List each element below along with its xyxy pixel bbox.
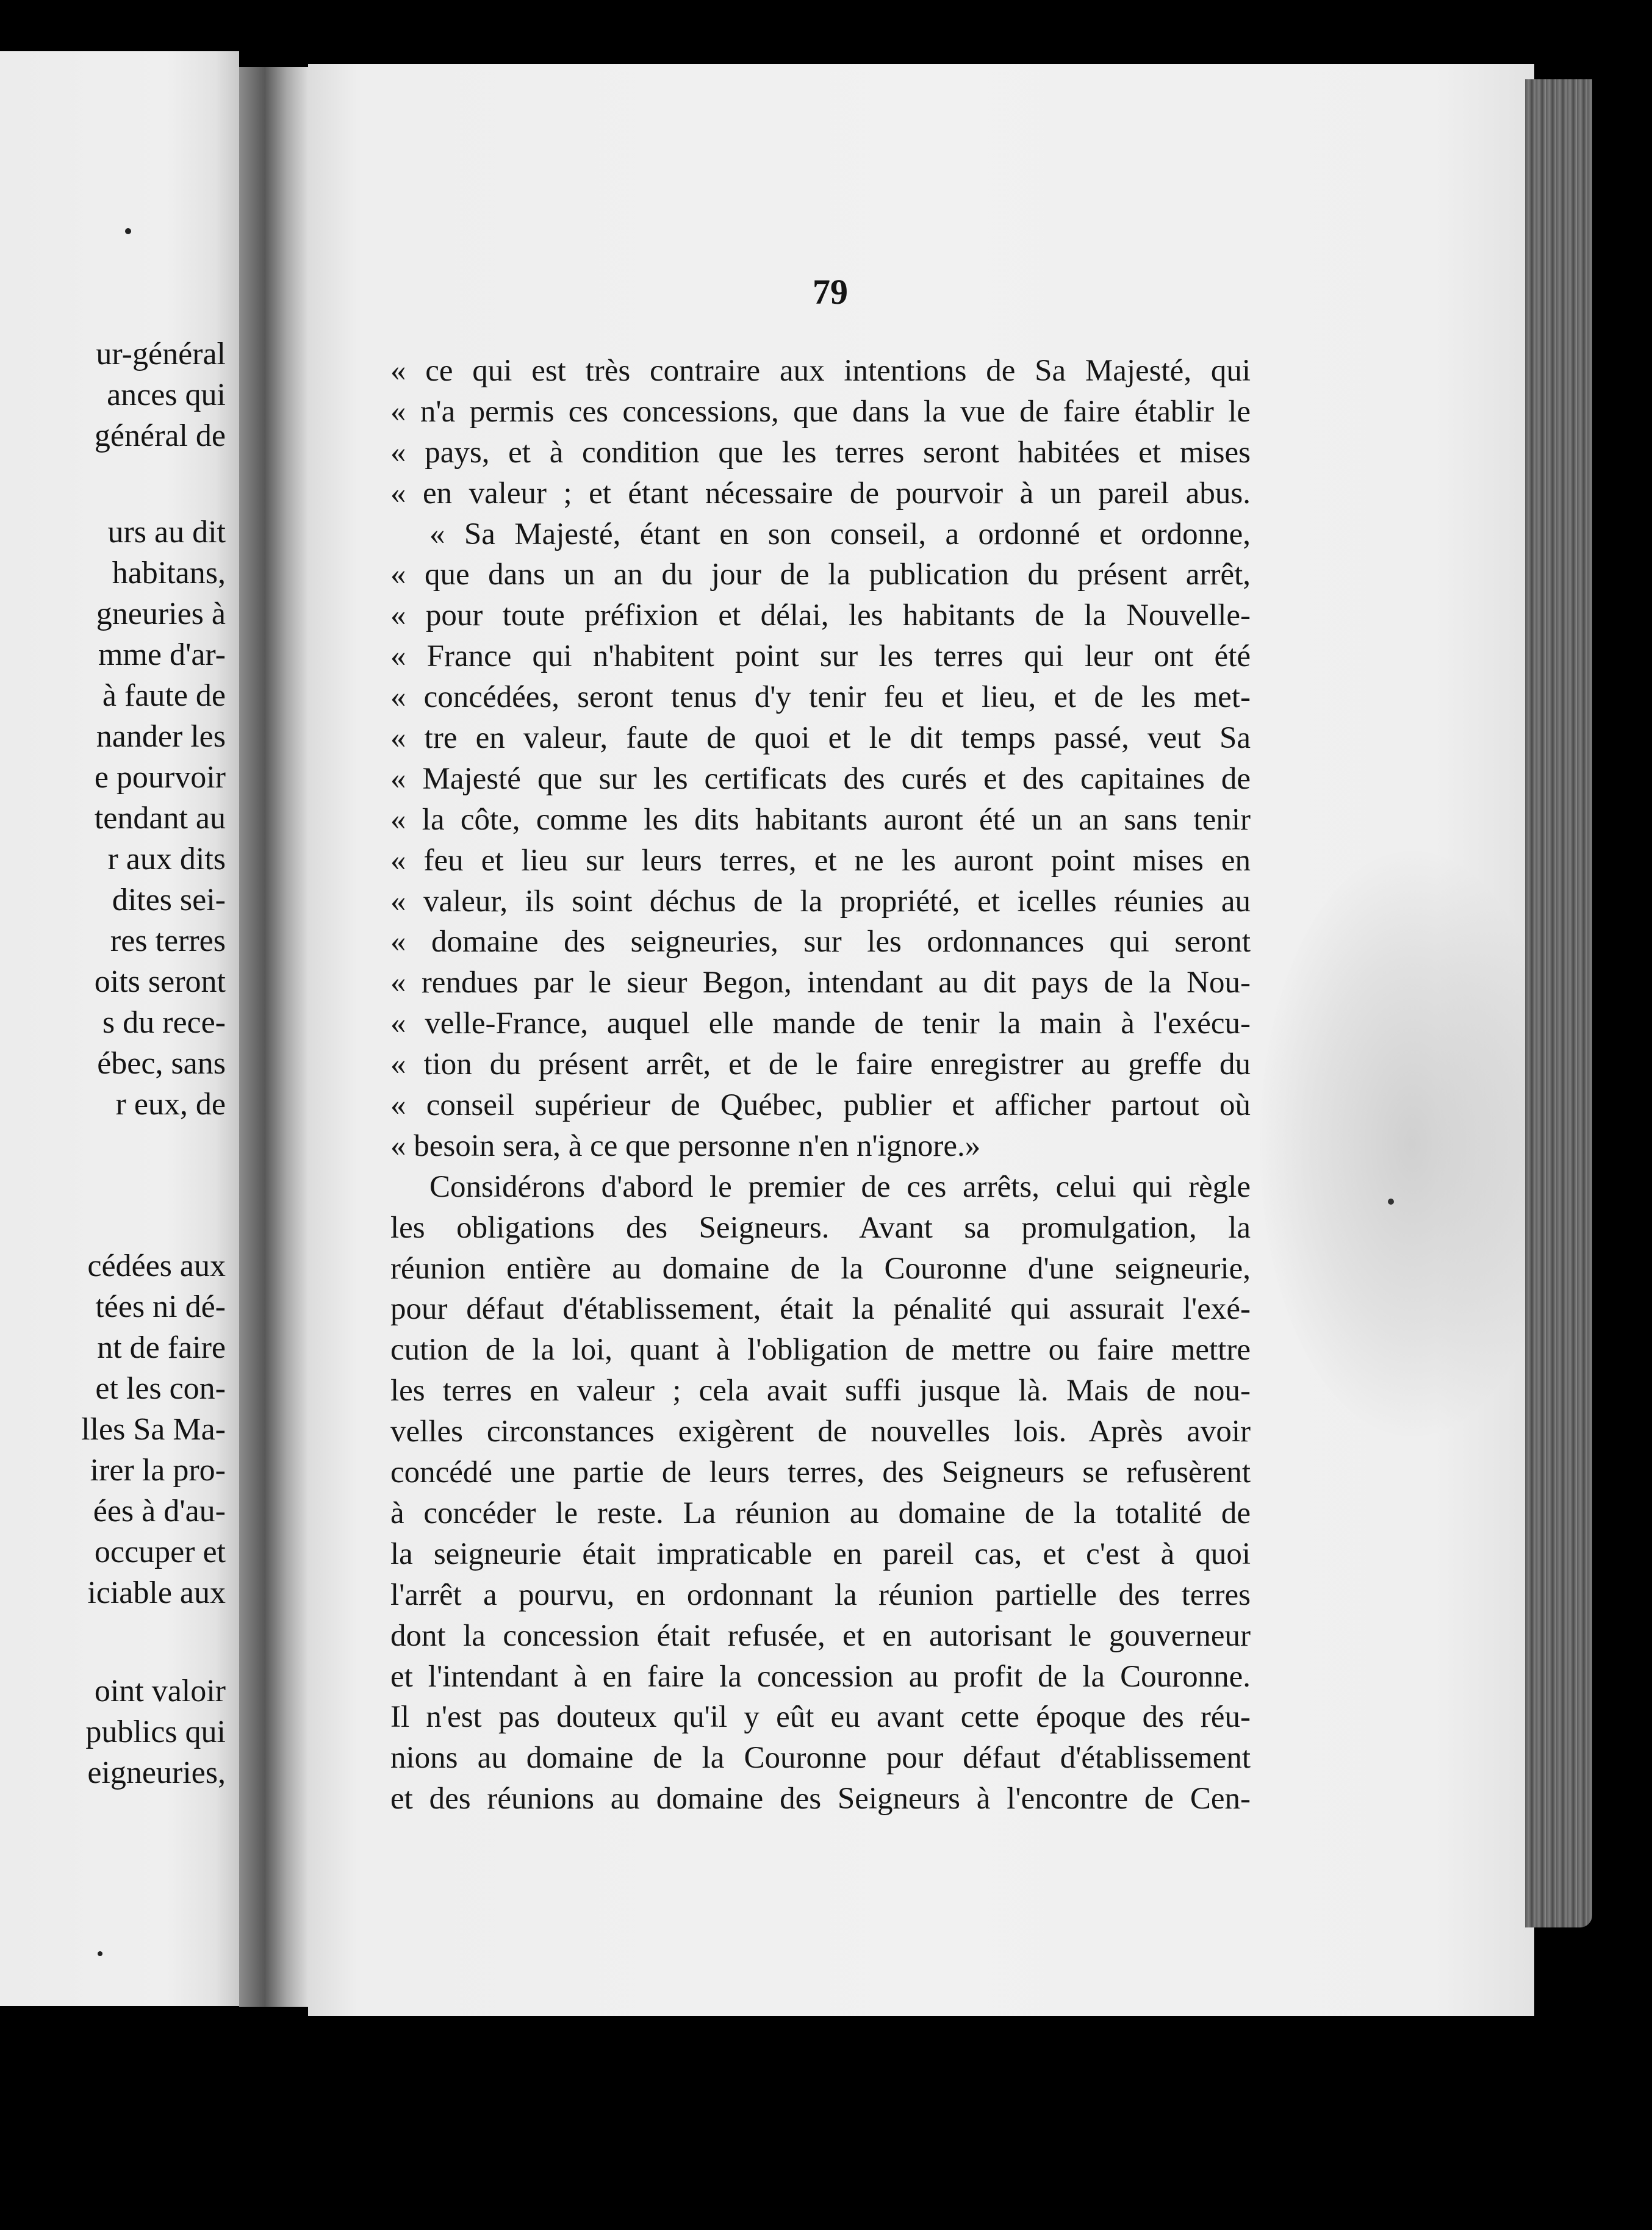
text-line: « pour toute préfixion et délai, les habitants de la Nouvelle-: [390, 598, 1251, 633]
left-page-line: irer la pro-: [90, 1453, 226, 1488]
page-number: 79: [813, 272, 848, 312]
left-page-line: urs au dit: [107, 515, 226, 550]
left-page-line: et les con-: [95, 1371, 226, 1406]
left-page-line: e pourvoir: [94, 760, 226, 795]
text-line: pour défaut d'établissement, était la pénalité qui assurait l'exé-: [390, 1292, 1251, 1327]
text-line: réunion entière au domaine de la Couronne d'une seigneurie,: [390, 1251, 1251, 1286]
left-page-line: oits seront: [94, 964, 226, 999]
text-line: et l'intendant à en faire la concession au profit de la Couronne.: [390, 1659, 1251, 1694]
left-page-line: publics qui: [85, 1715, 226, 1749]
left-page-line: nt de faire: [97, 1330, 226, 1365]
ink-speck: [125, 228, 131, 234]
left-page-line: lles Sa Ma-: [81, 1412, 226, 1447]
left-page-line: ées à d'au-: [93, 1494, 226, 1529]
text-line: « besoin sera, à ce que personne n'en n'ignore.»: [390, 1128, 981, 1163]
left-page-line: gneuries à: [96, 597, 226, 631]
text-line: « n'a permis ces concessions, que dans la vue de faire établir le: [390, 394, 1251, 429]
left-page-line: général de: [94, 418, 226, 453]
text-line: les obligations des Seigneurs. Avant sa promulgation, la: [390, 1210, 1251, 1245]
left-page-line: ances qui: [107, 378, 226, 412]
left-page-line: r eux, de: [115, 1087, 226, 1122]
left-page-line: mme d'ar-: [98, 637, 226, 672]
text-line: « Majesté que sur les certificats des curés et des capitaines de: [390, 761, 1251, 796]
left-page-line: à faute de: [102, 678, 226, 713]
left-page-line: habitans,: [112, 556, 226, 590]
left-page-line: tendant au: [94, 801, 226, 836]
left-page-line: ébec, sans: [97, 1046, 226, 1081]
text-line: « rendues par le sieur Begon, intendant au dit pays de la Nou-: [390, 966, 1251, 1000]
left-page-line: res terres: [110, 923, 226, 958]
text-line: dont la concession était refusée, et en autorisant le gouverneur: [390, 1618, 1251, 1653]
ink-speck: [1388, 1199, 1394, 1205]
page-block-edge: [1525, 79, 1592, 1927]
text-line: l'arrêt a pourvu, en ordonnant la réunion partielle des terres: [390, 1577, 1251, 1612]
text-line: « tre en valeur, faute de quoi et le dit temps passé, veut Sa: [390, 721, 1251, 756]
left-page-line: eigneuries,: [87, 1755, 226, 1790]
left-page-line: occuper et: [94, 1535, 226, 1569]
text-line: « Sa Majesté, étant en son conseil, a ordonné et ordonne,: [429, 517, 1251, 551]
body-text: [390, 351, 1251, 1819]
text-line: Il n'est pas douteux qu'il y eût eu avant cette époque des réu-: [390, 1700, 1251, 1735]
text-line: « velle-France, auquel elle mande de tenir la main à l'exécu-: [390, 1006, 1251, 1041]
text-line: la seigneurie était impraticable en pareil cas, et c'est à quoi: [390, 1536, 1251, 1571]
text-line: nions au domaine de la Couronne pour défaut d'établissement: [390, 1741, 1251, 1776]
text-line: « la côte, comme les dits habitants auront été un an sans tenir: [390, 802, 1251, 837]
left-page-line: dites sei-: [112, 883, 226, 917]
text-line: « valeur, ils soint déchus de la propriété, et icelles réunies au: [390, 884, 1251, 919]
text-line: « domaine des seigneuries, sur les ordonnances qui seront: [390, 925, 1251, 959]
text-line: Considérons d'abord le premier de ces arrêts, celui qui règle: [429, 1169, 1251, 1204]
paper-stain: [1260, 851, 1534, 1436]
left-page-line: ur-général: [96, 337, 226, 371]
text-line: à concéder le reste. La réunion au domaine de la totalité de: [390, 1496, 1251, 1530]
text-line: velles circonstances exigèrent de nouvelles lois. Après avoir: [390, 1414, 1251, 1449]
text-line: « tion du présent arrêt, et de le faire enregistrer au greffe du: [390, 1047, 1251, 1082]
left-page-line: iciable aux: [87, 1576, 226, 1610]
text-line: « France qui n'habitent point sur les terres qui leur ont été: [390, 639, 1251, 674]
text-line: « ce qui est très contraire aux intentions de Sa Majesté, qui: [390, 354, 1251, 388]
book-gutter-shadow: [239, 67, 312, 2007]
text-line: concédé une partie de leurs terres, des Seigneurs se refusèrent: [390, 1455, 1251, 1490]
left-page-line: nander les: [96, 719, 226, 754]
text-line: « pays, et à condition que les terres seront habitées et mises: [390, 435, 1251, 470]
text-line: « que dans un an du jour de la publication du présent arrêt,: [390, 558, 1251, 592]
text-line: cution de la loi, quant à l'obligation de mettre ou faire mettre: [390, 1333, 1251, 1368]
left-page-line: cédées aux: [87, 1249, 226, 1283]
left-page: [0, 51, 239, 2006]
text-line: et des réunions au domaine des Seigneurs à l'encontre de Cen-: [390, 1782, 1251, 1816]
text-line: « conseil supérieur de Québec, publier et afficher partout où: [390, 1088, 1251, 1123]
ink-speck: [98, 1951, 102, 1956]
left-page-line: oint valoir: [94, 1674, 226, 1708]
text-line: « concédées, seront tenus d'y tenir feu et lieu, et de les met-: [390, 680, 1251, 715]
left-page-line: tées ni dé-: [95, 1289, 226, 1324]
text-line: « feu et lieu sur leurs terres, et ne les auront point mises en: [390, 843, 1251, 878]
left-page-line: s du rece-: [102, 1005, 226, 1040]
text-line: les terres en valeur ; cela avait suffi jusque là. Mais de nou-: [390, 1374, 1251, 1408]
left-page-line: r aux dits: [107, 842, 226, 877]
text-line: « en valeur ; et étant nécessaire de pourvoir à un pareil abus.: [390, 476, 1251, 511]
